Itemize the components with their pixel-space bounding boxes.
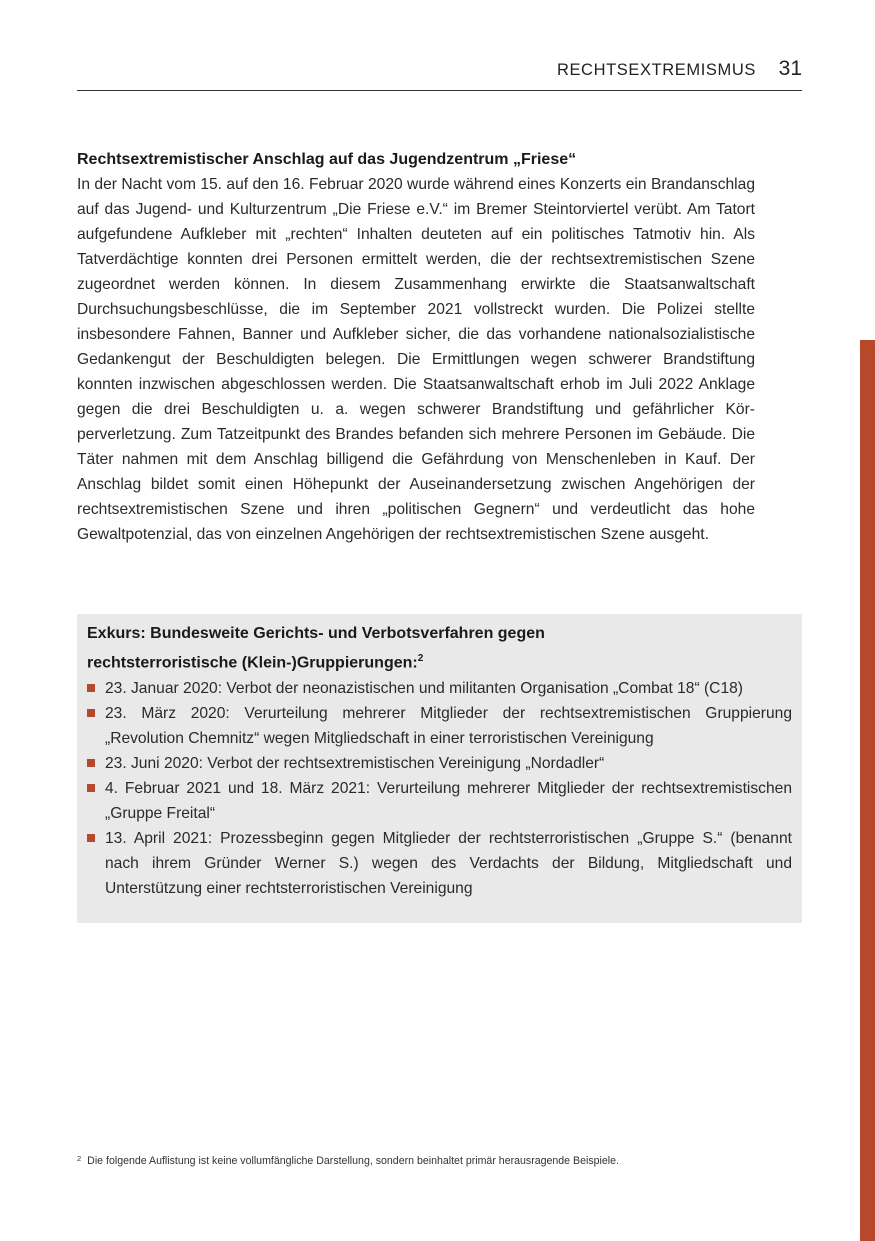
footnote-number: 2: [77, 1154, 82, 1163]
excursus-title: [87, 621, 792, 675]
excursus-box: [77, 614, 802, 923]
footnote: [77, 1151, 802, 1169]
square-bullet-icon: [87, 834, 95, 842]
section-body-text: In der Nacht vom 15. auf den 16. Februar 2020 wurde während eines Konzerts ein Brandanschlag auf das Jugend- und Kulturzentrum „Die Friese e.V.“ im Bremer Steintorviertel verübt. Am Tatort aufgefundene Aufkleber mit „rechten“ Inhalten deuteten auf ein politisches Tatmotiv hin. Als Tatverdächtige konnten drei Personen ermittelt werden, die der rechtsextremistischen Szene zugeordnet werden können. In diesem Zusammenhang erwirkte die Staatsanwaltschaft Durchsuchungsbeschlüsse, die im September 2021 vollstreckt wurden. Die Polizei stellte insbesondere Fahnen, Banner und Aufkleber sicher, die das vorhandene nationalsozialistische Gedankengut der Beschuldigten belegen. Die Ermittlungen wegen schwerer Brandstiftung konnten inzwischen abgeschlossen werden. Die Staatsanwaltschaft erhob im Juli 2022 Anklage gegen die drei Beschuldigten u. a. wegen schwerer Brandstiftung und gefährlicher Körperverletzung. Zum Tatzeitpunkt des Brandes befanden sich mehrere Personen im Gebäude. Die Täter nahmen mit dem Anschlag billigend die Gefährdung von Menschenleben in Kauf. Der Anschlag bildet somit einen Höhepunkt der Auseinandersetzung zwischen Angehörigen der rechtsextremistischen Szene und ihren „politischen Gegnern“ und verdeutlicht das hohe Gewaltpotenzial, das von einzelnen Angehörigen der rechtsextremistischen Szene ausgeht.: [77, 176, 755, 543]
footnote-text: Die folgende Auflistung ist keine vollumfängliche Darstellung, sondern beinhaltet primär herausragende Beispiele.: [87, 1155, 619, 1167]
excursus-title-line2: rechtsterroristische (Klein-)Gruppierungen:: [87, 654, 418, 672]
section-heading: Rechtsextremistischer Anschlag auf das Jugendzentrum „Friese“: [77, 151, 577, 168]
square-bullet-icon: [87, 709, 95, 717]
page-number: 31: [778, 57, 802, 80]
excursus-title-line1: Exkurs: Bundesweite Gerichts- und Verbotsverfahren gegen: [87, 625, 545, 642]
square-bullet-icon: [87, 784, 95, 792]
list-item-text: 13. April 2021: Prozessbeginn gegen Mitglieder der rechtsterroristischen „Gruppe S.“ (benannt nach ihrem Gründer Werner S.) wegen des Verdachts der Bildung, Mitgliedschaft und Unterstützung einer rechtsterroristischen Vereinigung: [105, 830, 792, 898]
header-section-title: RECHTSEXTREMISMUS: [556, 61, 756, 79]
list-item-text: 23. März 2020: Verurteilung mehrerer Mitglieder der rechtsextremistischen Gruppierung „Revolution Chemnitz“ wegen Mitgliedschaft in einer terroristischen Vereinigung: [105, 705, 792, 748]
list-item: [87, 826, 792, 901]
list-item: [87, 676, 792, 701]
list-item-text: 23. Januar 2020: Verbot der neonazistischen und militanten Organisation „Combat 18“ (C18): [105, 680, 743, 698]
chapter-color-bar: [860, 340, 875, 1241]
article-section: [77, 147, 755, 547]
running-header: [77, 56, 802, 91]
list-item: [87, 701, 792, 751]
excursus-list: [87, 676, 792, 901]
list-item-text: 4. Februar 2021 und 18. März 2021: Verurteilung mehrerer Mitglieder der rechtsextremistischen „Gruppe Freital“: [105, 780, 792, 823]
footnote-reference: 2: [417, 653, 424, 664]
list-item-text: 23. Juni 2020: Verbot der rechtsextremistischen Vereinigung „Nordadler“: [105, 755, 605, 773]
list-item: [87, 776, 792, 826]
list-item: [87, 751, 792, 776]
square-bullet-icon: [87, 759, 95, 767]
square-bullet-icon: [87, 684, 95, 692]
